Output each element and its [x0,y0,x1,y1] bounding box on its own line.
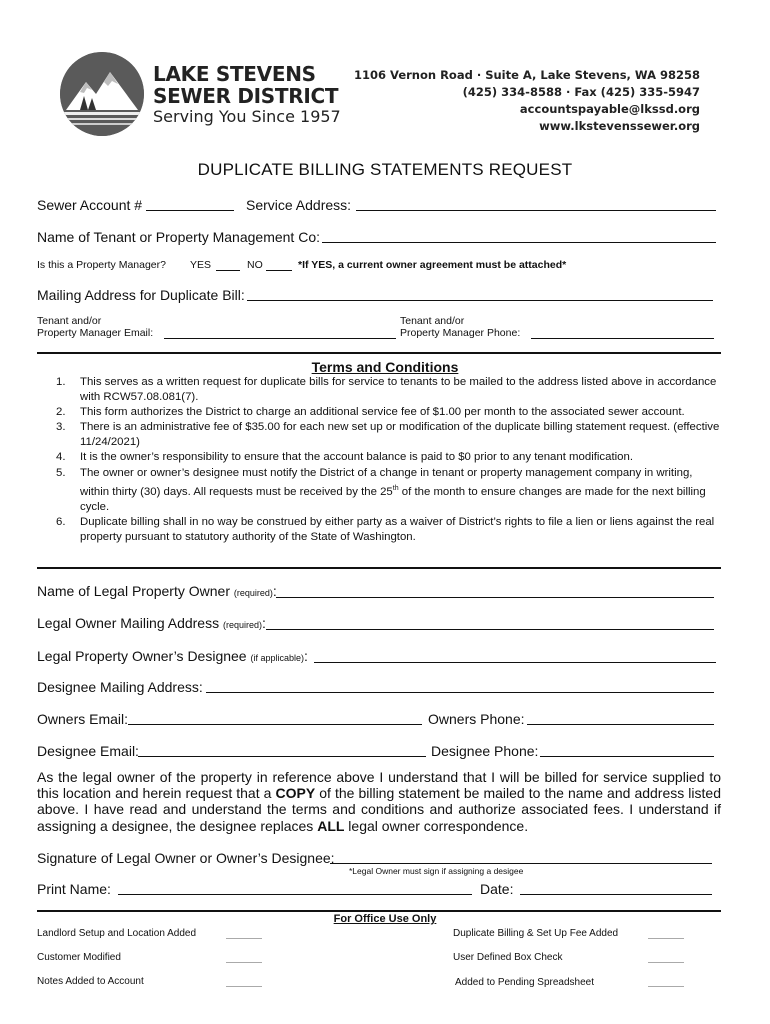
brand-line-2: SEWER DISTRICT [153,84,339,108]
brand-line-1: LAKE STEVENS [153,62,316,86]
designee-phone-field[interactable] [540,756,714,757]
service-address-label: Service Address: [246,197,352,213]
terms-item [56,450,724,465]
contact-phone-fax: (425) 334-8588 · Fax (425) 335-5947 [462,85,700,99]
terms-item [56,515,724,545]
designee-email-label: Designee Email: [37,743,139,759]
terms-item-text: There is an administrative fee of $35.00 for each new set up or modification of the duplicate billing statement request. (effective 11/24/2021) [80,421,720,449]
office-item: Added to Pending Spreadsheet [455,977,594,988]
office-item: Notes Added to Account [37,976,144,987]
terms-item [56,405,724,420]
owner-mailing-field[interactable] [266,629,714,630]
yes-field[interactable] [216,270,240,271]
designee-email-field[interactable] [138,756,426,757]
tenant-phone-label-line1: Tenant and/or [400,315,465,327]
contact-website: www.lkstevenssewer.org [539,119,700,133]
legal-owner-label: Name of Legal Property Owner (required): [37,583,277,599]
terms-title: Terms and Conditions [311,359,459,375]
terms-item-number: 1. [56,376,66,388]
section-divider [37,910,721,912]
print-name-label: Print Name: [37,881,111,897]
section-divider [37,567,721,569]
owners-email-field[interactable] [128,724,422,725]
owners-email-label: Owners Email: [37,711,129,727]
terms-item [56,420,724,450]
office-item: Customer Modified [37,952,121,963]
office-item: Duplicate Billing & Set Up Fee Added [453,928,619,939]
mailing-address-label: Mailing Address for Duplicate Bill: [37,287,245,303]
legal-owner-field[interactable] [276,597,714,598]
section-divider [37,352,721,354]
designee-mailing-label: Designee Mailing Address: [37,679,203,695]
date-label: Date: [480,881,514,897]
tenant-phone-label [400,315,520,339]
terms-item-number: 6. [56,515,66,528]
terms-item [56,466,724,515]
service-address-field[interactable] [356,210,716,211]
form-title: DUPLICATE BILLING STATEMENTS REQUEST [197,160,573,179]
no-field[interactable] [266,270,292,271]
tenant-phone-label-line2: Property Manager Phone: [400,327,521,339]
no-label: NO [247,259,263,271]
office-checkoff-field[interactable] [226,962,262,963]
print-name-field[interactable] [118,894,472,895]
contact-address: 1106 Vernon Road · Suite A, Lake Stevens, WA 98258 [354,68,700,82]
tenant-email-label [37,315,153,339]
contact-email: accountspayable@lkssd.org [519,102,700,116]
office-use-title: For Office Use Only [333,913,437,925]
signature-note: *Legal Owner must sign if assigning a desigee [349,866,524,876]
designee-phone-label: Designee Phone: [431,743,539,759]
terms-item-number: 4. [56,451,66,464]
office-checkoff-field[interactable] [648,986,684,987]
property-manager-question: Is this a Property Manager? [37,259,166,271]
signature-label: Signature of Legal Owner or Owner’s Designee: [37,850,335,866]
district-contact [354,67,700,135]
signature-field[interactable] [330,863,712,864]
office-checkoff-field[interactable] [226,938,262,939]
terms-item-number: 3. [56,421,66,434]
tenant-email-field[interactable] [164,338,396,339]
sewer-account-label: Sewer Account # [37,197,143,213]
owners-phone-field[interactable] [527,724,714,725]
designee-mailing-field[interactable] [206,692,714,693]
terms-item-text: It is the owner’s responsibility to ensure that the account balance is paid to $0 prior to any tenant modification. [80,451,633,464]
office-item: User Defined Box Check [453,952,563,963]
terms-item-text: of the month to ensure changes are made for the next billing cycle. [80,485,706,513]
owner-mailing-label: Legal Owner Mailing Address (required): [37,615,266,631]
designee-field[interactable] [314,662,716,663]
office-checkoff-field[interactable] [226,986,262,987]
terms-item-text: This serves as a written request for duplicate bills for service to tenants to be mailed to the address listed above in accordance with RCW57.08.081(7). [80,376,717,404]
date-field[interactable] [520,894,712,895]
office-item: Landlord Setup and Location Added [37,928,197,939]
terms-item-text: Duplicate billing shall in no way be construed by either party as a waiver of District’s rights to file a lien or liens against the real property pursuant to statutory authority of the State of Washington. [80,515,715,543]
owners-phone-label: Owners Phone: [428,711,525,727]
designee-label: Legal Property Owner’s Designee (if applicable): [37,648,308,664]
brand-tagline: Serving You Since 1957 [153,107,341,126]
mountain-logo-icon [60,52,144,136]
tenant-name-label: Name of Tenant or Property Management Co: [37,229,321,245]
terms-item-superscript: th [392,484,399,492]
tenant-name-field[interactable] [322,242,716,243]
mailing-address-field[interactable] [247,300,713,301]
tenant-phone-field[interactable] [531,338,714,339]
terms-item-number: 5. [56,466,66,479]
tenant-email-label-line2: Property Manager Email: [37,327,154,339]
terms-item-number: 2. [56,406,66,419]
terms-list [56,375,724,545]
yes-label: YES [190,259,212,271]
terms-item-text: The owner or owner’s designee must notify the District of a change in tenant or property management company in writing, within thirty (30) days. All requests must be received by the 25 [80,466,693,498]
terms-item-text: This form authorizes the District to charge an additional service fee of $1.00 per month to the associated sewer account. [80,406,685,419]
tenant-email-label-line1: Tenant and/or [37,315,102,327]
owner-agreement-note: *If YES, a current owner agreement must be attached* [298,259,567,271]
district-brand [153,64,341,125]
district-logo [60,52,144,136]
office-checkoff-field[interactable] [648,938,684,939]
terms-item [56,375,724,405]
owner-statement: As the legal owner of the property in reference above I understand that I will be billed for service supplied to this location and herein request that a COPY of the billing statement be mailed to the name and address listed above. I have read and understand the terms and conditions and authorize associated fees. I understand if assigning a designee, the designee replaces ALL legal owner correspondence. [37,769,721,834]
sewer-account-field[interactable] [146,210,234,211]
office-checkoff-field[interactable] [648,962,684,963]
